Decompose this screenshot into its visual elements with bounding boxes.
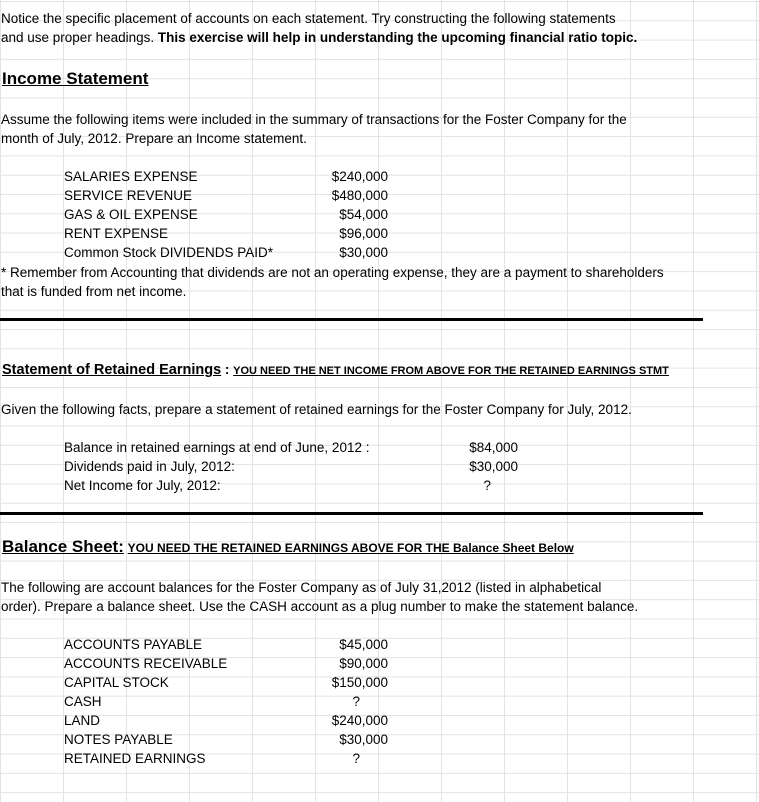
intro-line-2 <box>1 30 637 46</box>
retained-earnings-heading-row <box>2 362 669 379</box>
section-divider <box>0 512 703 515</box>
balance-item-label: NOTES PAYABLE <box>64 732 173 747</box>
retained-item-value: $84,000 <box>469 440 518 455</box>
income-item-value: $480,000 <box>331 188 388 203</box>
balance-item-label: ACCOUNTS RECEIVABLE <box>64 656 228 671</box>
income-item-value: $96,000 <box>339 226 388 241</box>
balance-item-value: $150,000 <box>331 675 388 690</box>
income-footnote-2: that is funded from net income. <box>1 284 187 299</box>
retained-item-label: Balance in retained earnings at end of June, 2012 : <box>64 440 370 455</box>
balance-item-label: LAND <box>64 713 101 728</box>
balance-description-1: The following are account balances for the Foster Company as of July 31,2012 (listed in alphabetical <box>1 580 602 595</box>
retained-description: Given the following facts, prepare a statement of retained earnings for the Foster Company for July, 2012. <box>1 402 632 417</box>
intro-line-2-plain: and use proper headings. <box>1 30 158 45</box>
section-divider <box>0 318 703 321</box>
balance-item-value: $45,000 <box>339 637 388 652</box>
retained-item-label: Dividends paid in July, 2012: <box>64 459 235 474</box>
income-statement-heading: Income Statement <box>2 69 149 88</box>
balance-item-value: $240,000 <box>331 713 388 728</box>
retained-item-label: Net Income for July, 2012: <box>64 478 221 493</box>
balance-item-value: ? <box>352 751 360 766</box>
income-item-label: RENT EXPENSE <box>64 226 169 241</box>
retained-item-value: $30,000 <box>469 459 518 474</box>
balance-item-value: $30,000 <box>339 732 388 747</box>
income-description-2: month of July, 2012. Prepare an Income statement. <box>1 131 307 146</box>
income-footnote-1: * Remember from Accounting that dividends are not an operating expense, they are a payment to shareholders <box>1 265 664 280</box>
income-item-value: $240,000 <box>331 169 388 184</box>
income-item-value: $30,000 <box>339 245 388 260</box>
balance-description-2: order). Prepare a balance sheet. Use the CASH account as a plug number to make the statement balance. <box>1 599 639 614</box>
retained-earnings-note: YOU NEED THE NET INCOME FROM ABOVE FOR THE RETAINED EARNINGS STMT <box>233 365 669 377</box>
balance-sheet-note: YOU NEED THE RETAINED EARNINGS ABOVE FOR THE Balance Sheet Below <box>127 541 574 555</box>
retained-earnings-heading: Statement of Retained Earnings <box>2 362 222 378</box>
balance-item-label: RETAINED EARNINGS <box>64 751 206 766</box>
balance-sheet-heading-row <box>2 537 574 558</box>
retained-earnings-heading-sep: : <box>221 362 234 377</box>
intro-line-2-bold: This exercise will help in understanding the upcoming financial ratio topic. <box>157 30 638 45</box>
income-item-label: SERVICE REVENUE <box>64 188 193 203</box>
balance-sheet-heading: Balance Sheet: <box>2 537 124 556</box>
intro-line-1: Notice the specific placement of accounts on each statement. Try constructing the following statements <box>1 11 616 26</box>
income-description-1: Assume the following items were included in the summary of transactions for the Foster Company for the <box>1 112 627 127</box>
income-item-label: GAS & OIL EXPENSE <box>64 207 198 222</box>
balance-item-value: ? <box>352 694 360 709</box>
retained-item-value: ? <box>483 478 491 493</box>
income-item-label: SALARIES EXPENSE <box>64 169 198 184</box>
income-item-value: $54,000 <box>339 207 388 222</box>
balance-item-label: CASH <box>64 694 102 709</box>
balance-item-label: ACCOUNTS PAYABLE <box>64 637 203 652</box>
income-item-label: Common Stock DIVIDENDS PAID* <box>64 245 274 260</box>
balance-item-label: CAPITAL STOCK <box>64 675 169 690</box>
balance-item-value: $90,000 <box>339 656 388 671</box>
